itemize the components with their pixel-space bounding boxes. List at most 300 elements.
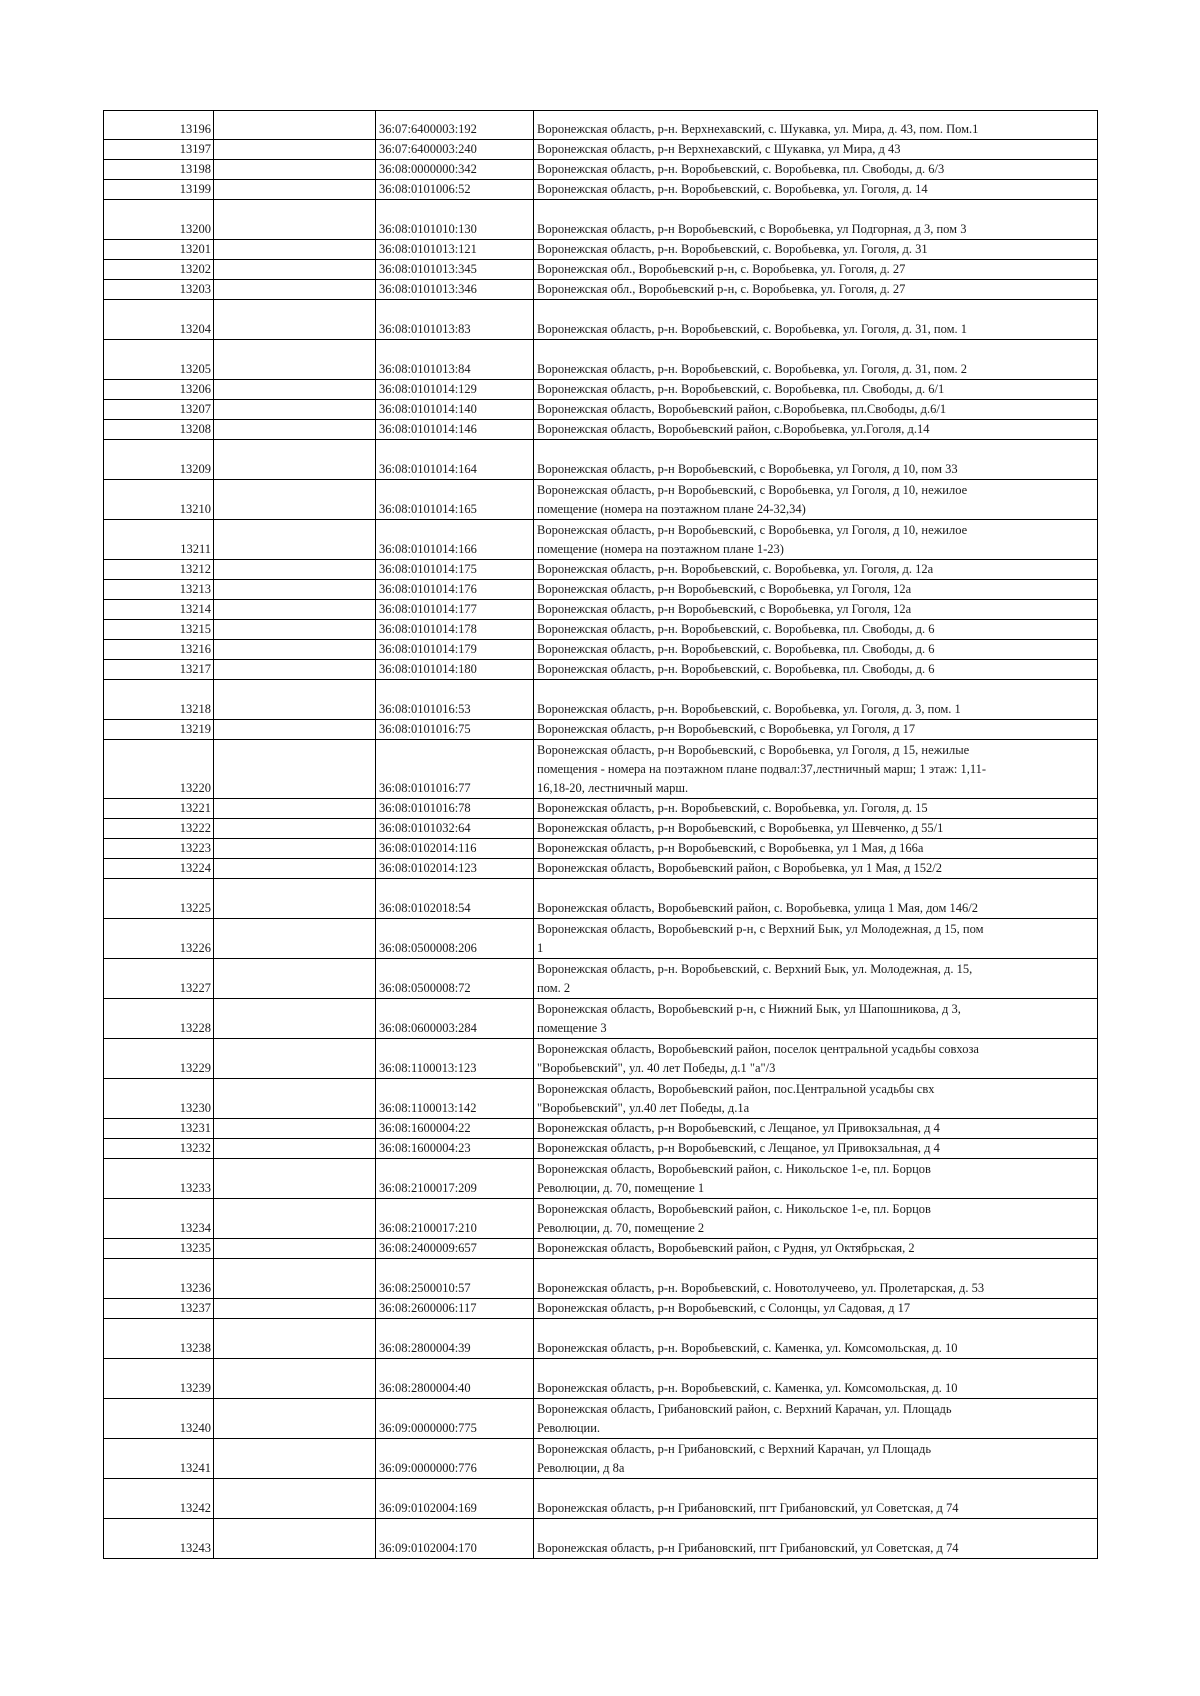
row-number: 13203	[104, 280, 214, 300]
address-line: Революции, д 8а	[537, 1461, 625, 1475]
table-row	[104, 1319, 1098, 1359]
empty-cell	[214, 1079, 376, 1119]
cadastral-number: 36:08:2800004:40	[376, 1359, 534, 1399]
empty-cell	[214, 300, 376, 340]
address-cell	[534, 440, 1098, 480]
table-row	[104, 640, 1098, 660]
address-line: Воронежская область, Воробьевский район, с.Воробьевка, пл.Свободы, д.6/1	[537, 402, 947, 416]
row-number: 13198	[104, 160, 214, 180]
table-row	[104, 1159, 1098, 1199]
cadastral-number: 36:08:2400009:657	[376, 1239, 534, 1259]
row-number: 13219	[104, 720, 214, 740]
empty-cell	[214, 1119, 376, 1139]
table-row	[104, 480, 1098, 520]
table-row	[104, 620, 1098, 640]
empty-cell	[214, 1359, 376, 1399]
address-line: Воронежская область, р-н. Воробьевский, с. Каменка, ул. Комсомольская, д. 10	[537, 1381, 958, 1395]
address-cell	[534, 140, 1098, 160]
empty-cell	[214, 1319, 376, 1359]
row-number: 13206	[104, 380, 214, 400]
cadastral-number: 36:08:0101032:64	[376, 819, 534, 839]
cadastral-number: 36:08:2500010:57	[376, 1259, 534, 1299]
row-number: 13224	[104, 859, 214, 879]
table-row	[104, 180, 1098, 200]
address-line: Воронежская область, Воробьевский район, с. Воробьевка, улица 1 Мая, дом 146/2	[537, 901, 978, 915]
cadastral-number: 36:08:0101013:346	[376, 280, 534, 300]
address-cell	[534, 1259, 1098, 1299]
address-line: Воронежская область, Воробьевский район, пос.Центральной усадьбы свх	[537, 1082, 935, 1096]
table-row	[104, 1139, 1098, 1159]
table-row	[104, 280, 1098, 300]
row-number: 13235	[104, 1239, 214, 1259]
address-line: Воронежская область, Воробьевский р-н, с Верхний Бык, ул Молодежная, д 15, пом	[537, 922, 984, 936]
address-line: Воронежская область, р-н Воробьевский, с Воробьевка, ул Гоголя, д 10, нежилое	[537, 523, 968, 537]
table-row	[104, 400, 1098, 420]
empty-cell	[214, 999, 376, 1039]
address-cell	[534, 260, 1098, 280]
address-line: Воронежская область, р-н. Верхнехавский, с. Шукавка, ул. Мира, д. 43, пом. Пом.1	[537, 122, 979, 136]
row-number: 13227	[104, 959, 214, 999]
cadastral-number: 36:08:0101013:345	[376, 260, 534, 280]
empty-cell	[214, 560, 376, 580]
address-cell	[534, 1359, 1098, 1399]
row-number: 13241	[104, 1439, 214, 1479]
table-row	[104, 580, 1098, 600]
table-row	[104, 959, 1098, 999]
empty-cell	[214, 1299, 376, 1319]
empty-cell	[214, 440, 376, 480]
table-row	[104, 1439, 1098, 1479]
cadastral-number: 36:08:0600003:284	[376, 999, 534, 1039]
address-line: Воронежская обл., Воробьевский р-н, с. Воробьевка, ул. Гоголя, д. 27	[537, 282, 906, 296]
empty-cell	[214, 1479, 376, 1519]
address-line: Воронежская область, р-н Грибановский, пгт Грибановский, ул Советская, д 74	[537, 1541, 959, 1555]
address-line: Воронежская область, р-н. Воробьевский, с. Новотолучеево, ул. Пролетарская, д. 53	[537, 1281, 985, 1295]
empty-cell	[214, 1139, 376, 1159]
table-row	[104, 999, 1098, 1039]
address-line: Воронежская область, Воробьевский район, поселок центральной усадьбы совхоза	[537, 1042, 979, 1056]
cadastral-number: 36:08:2100017:210	[376, 1199, 534, 1239]
empty-cell	[214, 340, 376, 380]
address-cell	[534, 1399, 1098, 1439]
address-cell	[534, 520, 1098, 560]
empty-cell	[214, 680, 376, 720]
cadastral-number: 36:07:6400003:240	[376, 140, 534, 160]
address-cell	[534, 300, 1098, 340]
address-cell	[534, 879, 1098, 919]
address-cell	[534, 1119, 1098, 1139]
cadastral-number: 36:07:6400003:192	[376, 111, 534, 140]
address-cell	[534, 1299, 1098, 1319]
address-line: Воронежская область, Воробьевский район, с. Никольское 1-е, пл. Борцов	[537, 1202, 931, 1216]
row-number: 13218	[104, 680, 214, 720]
table-row	[104, 740, 1098, 799]
cadastral-number: 36:08:2100017:209	[376, 1159, 534, 1199]
address-line: Воронежская область, р-н Воробьевский, с Лещаное, ул Привокзальная, д 4	[537, 1121, 940, 1135]
address-line: "Воробьевский", ул. 40 лет Победы, д.1 "а"/3	[537, 1061, 776, 1075]
cadastral-number: 36:08:0101014:165	[376, 480, 534, 520]
cadastral-number: 36:08:0102018:54	[376, 879, 534, 919]
cadastral-number: 36:09:0000000:776	[376, 1439, 534, 1479]
row-number: 13229	[104, 1039, 214, 1079]
cadastral-number: 36:08:0101014:179	[376, 640, 534, 660]
address-line: Воронежская область, р-н Воробьевский, с Воробьевка, ул Шевченко, д 55/1	[537, 821, 944, 835]
address-line: Воронежская область, р-н Воробьевский, с Воробьевка, ул Гоголя, д 10, нежилое	[537, 483, 968, 497]
empty-cell	[214, 720, 376, 740]
row-number: 13243	[104, 1519, 214, 1559]
address-cell	[534, 620, 1098, 640]
row-number: 13233	[104, 1159, 214, 1199]
row-number: 13205	[104, 340, 214, 380]
row-number: 13199	[104, 180, 214, 200]
address-line: Воронежская область, р-н Воробьевский, с Воробьевка, ул Гоголя, д 15, нежилые	[537, 743, 970, 757]
empty-cell	[214, 859, 376, 879]
address-line: Воронежская область, р-н Верхнехавский, с Шукавка, ул Мира, д 43	[537, 142, 901, 156]
row-number: 13197	[104, 140, 214, 160]
empty-cell	[214, 1259, 376, 1299]
row-number: 13208	[104, 420, 214, 440]
address-cell	[534, 600, 1098, 620]
empty-cell	[214, 879, 376, 919]
address-cell	[534, 400, 1098, 420]
row-number: 13238	[104, 1319, 214, 1359]
table-row	[104, 340, 1098, 380]
empty-cell	[214, 1399, 376, 1439]
table-row	[104, 919, 1098, 959]
row-number: 13240	[104, 1399, 214, 1439]
table-row	[104, 140, 1098, 160]
table-row	[104, 819, 1098, 839]
empty-cell	[214, 600, 376, 620]
row-number: 13225	[104, 879, 214, 919]
row-number: 13214	[104, 600, 214, 620]
address-line: Воронежская область, р-н Грибановский, пгт Грибановский, ул Советская, д 74	[537, 1501, 959, 1515]
address-line: 1	[537, 941, 544, 955]
address-line: Воронежская область, Воробьевский р-н, с Нижний Бык, ул Шапошникова, д 3,	[537, 1002, 961, 1016]
address-line: помещение (номера на поэтажном плане 1-23)	[537, 542, 784, 556]
address-cell	[534, 640, 1098, 660]
address-line: помещение 3	[537, 1021, 607, 1035]
table-row	[104, 1259, 1098, 1299]
empty-cell	[214, 1519, 376, 1559]
cadastral-number: 36:09:0102004:170	[376, 1519, 534, 1559]
empty-cell	[214, 580, 376, 600]
address-line: Воронежская область, р-н. Воробьевский, с. Воробьевка, ул. Гоголя, д. 14	[537, 182, 928, 196]
row-number: 13223	[104, 839, 214, 859]
table-row	[104, 839, 1098, 859]
table-row	[104, 1079, 1098, 1119]
row-number: 13196	[104, 111, 214, 140]
address-line: Воронежская область, р-н Воробьевский, с Воробьевка, ул Гоголя, 12а	[537, 602, 912, 616]
table-row	[104, 240, 1098, 260]
address-line: Воронежская область, р-н Воробьевский, с Лещаное, ул Привокзальная, д 4	[537, 1141, 940, 1155]
empty-cell	[214, 420, 376, 440]
row-number: 13222	[104, 819, 214, 839]
address-cell	[534, 740, 1098, 799]
table-row	[104, 720, 1098, 740]
address-cell	[534, 1319, 1098, 1359]
cadastral-number: 36:08:0101016:75	[376, 720, 534, 740]
address-cell	[534, 200, 1098, 240]
table-row	[104, 1359, 1098, 1399]
row-number: 13202	[104, 260, 214, 280]
empty-cell	[214, 1039, 376, 1079]
cadastral-number: 36:08:0101013:83	[376, 300, 534, 340]
cadastral-number: 36:08:0101014:176	[376, 580, 534, 600]
address-line: Воронежская область, р-н. Воробьевский, с. Воробьевка, ул. Гоголя, д. 31, пом. 1	[537, 322, 968, 336]
address-line: Воронежская область, Воробьевский район, с. Никольское 1-е, пл. Борцов	[537, 1162, 931, 1176]
cadastral-number: 36:08:0101014:164	[376, 440, 534, 480]
address-line: Воронежская область, р-н. Воробьевский, с. Воробьевка, ул. Гоголя, д. 31, пом. 2	[537, 362, 968, 376]
cadastral-number: 36:08:0101014:166	[376, 520, 534, 560]
address-cell	[534, 1479, 1098, 1519]
row-number: 13220	[104, 740, 214, 799]
address-cell	[534, 999, 1098, 1039]
address-cell	[534, 959, 1098, 999]
cadastral-number: 36:08:2600006:117	[376, 1299, 534, 1319]
address-line: Революции.	[537, 1421, 601, 1435]
table-row	[104, 1039, 1098, 1079]
address-cell	[534, 1139, 1098, 1159]
cadastral-number: 36:08:0101014:178	[376, 620, 534, 640]
address-cell	[534, 660, 1098, 680]
row-number: 13236	[104, 1259, 214, 1299]
empty-cell	[214, 480, 376, 520]
cadastral-number: 36:08:1600004:22	[376, 1119, 534, 1139]
cadastral-number: 36:08:0500008:206	[376, 919, 534, 959]
address-cell	[534, 1199, 1098, 1239]
table-row	[104, 1199, 1098, 1239]
empty-cell	[214, 200, 376, 240]
address-cell	[534, 1519, 1098, 1559]
address-line: Воронежская область, р-н. Воробьевский, с. Воробьевка, ул. Гоголя, д. 31	[537, 242, 928, 256]
address-line: Воронежская область, Грибановский район, с. Верхний Карачан, ул. Площадь	[537, 1402, 952, 1416]
table-row	[104, 300, 1098, 340]
row-number: 13210	[104, 480, 214, 520]
address-cell	[534, 1039, 1098, 1079]
address-line: Воронежская область, р-н Воробьевский, с Воробьевка, ул Гоголя, 12а	[537, 582, 912, 596]
row-number: 13230	[104, 1079, 214, 1119]
address-line: Воронежская область, Воробьевский район, с.Воробьевка, ул.Гоголя, д.14	[537, 422, 930, 436]
address-cell	[534, 720, 1098, 740]
empty-cell	[214, 160, 376, 180]
table-row	[104, 879, 1098, 919]
address-line: Воронежская область, р-н Воробьевский, с Воробьевка, ул Гоголя, д 17	[537, 722, 916, 736]
address-cell	[534, 180, 1098, 200]
cadastral-number: 36:08:1600004:23	[376, 1139, 534, 1159]
empty-cell	[214, 111, 376, 140]
empty-cell	[214, 140, 376, 160]
row-number: 13242	[104, 1479, 214, 1519]
table-row	[104, 420, 1098, 440]
row-number: 13217	[104, 660, 214, 680]
address-line: Воронежская область, р-н Воробьевский, с Солонцы, ул Садовая, д 17	[537, 1301, 911, 1315]
empty-cell	[214, 520, 376, 560]
address-line: Воронежская область, р-н. Воробьевский, с. Воробьевка, ул. Гоголя, д. 15	[537, 801, 928, 815]
empty-cell	[214, 799, 376, 819]
table-body	[104, 111, 1098, 1559]
address-cell	[534, 839, 1098, 859]
address-cell	[534, 480, 1098, 520]
empty-cell	[214, 400, 376, 420]
address-cell	[534, 1439, 1098, 1479]
address-line: Воронежская область, р-н. Воробьевский, с. Воробьевка, пл. Свободы, д. 6	[537, 642, 935, 656]
address-cell	[534, 1079, 1098, 1119]
address-cell	[534, 160, 1098, 180]
table-row	[104, 660, 1098, 680]
cadastral-number: 36:08:0000000:342	[376, 160, 534, 180]
table-row	[104, 160, 1098, 180]
cadastral-number: 36:09:0102004:169	[376, 1479, 534, 1519]
cadastral-number: 36:08:0101016:78	[376, 799, 534, 819]
empty-cell	[214, 1159, 376, 1199]
cadastral-number: 36:08:1100013:142	[376, 1079, 534, 1119]
cadastral-number: 36:08:0101010:130	[376, 200, 534, 240]
empty-cell	[214, 1199, 376, 1239]
table-row	[104, 380, 1098, 400]
cadastral-number: 36:08:0102014:123	[376, 859, 534, 879]
row-number: 13228	[104, 999, 214, 1039]
address-cell	[534, 680, 1098, 720]
address-line: Воронежская область, р-н Воробьевский, с Воробьевка, ул Подгорная, д 3, пом 3	[537, 222, 967, 236]
table-row	[104, 859, 1098, 879]
cadastral-number: 36:08:0101014:140	[376, 400, 534, 420]
address-line: Воронежская обл., Воробьевский р-н, с. Воробьевка, ул. Гоголя, д. 27	[537, 262, 906, 276]
address-cell	[534, 919, 1098, 959]
empty-cell	[214, 180, 376, 200]
table-row	[104, 600, 1098, 620]
cadastral-number: 36:08:1100013:123	[376, 1039, 534, 1079]
address-line: Революции, д. 70, помещение 2	[537, 1221, 705, 1235]
address-line: Воронежская область, р-н. Воробьевский, с. Воробьевка, ул. Гоголя, д. 3, пом. 1	[537, 702, 961, 716]
table-row	[104, 799, 1098, 819]
cadastral-number: 36:09:0000000:775	[376, 1399, 534, 1439]
table-row	[104, 260, 1098, 280]
address-cell	[534, 859, 1098, 879]
table-row	[104, 560, 1098, 580]
address-cell	[534, 580, 1098, 600]
address-line: Воронежская область, р-н Воробьевский, с Воробьевка, ул 1 Мая, д 166а	[537, 841, 924, 855]
address-line: Воронежская область, р-н. Воробьевский, с. Воробьевка, пл. Свободы, д. 6/1	[537, 382, 945, 396]
table-row	[104, 1299, 1098, 1319]
empty-cell	[214, 280, 376, 300]
empty-cell	[214, 240, 376, 260]
cadastral-number: 36:08:0101014:177	[376, 600, 534, 620]
row-number: 13215	[104, 620, 214, 640]
table-row	[104, 680, 1098, 720]
table-row	[104, 1119, 1098, 1139]
table-row	[104, 1519, 1098, 1559]
cadastral-number: 36:08:0101014:146	[376, 420, 534, 440]
row-number: 13201	[104, 240, 214, 260]
row-number: 13200	[104, 200, 214, 240]
row-number: 13231	[104, 1119, 214, 1139]
address-cell	[534, 380, 1098, 400]
address-line: 16,18-20, лестничный марш.	[537, 781, 689, 795]
address-cell	[534, 1239, 1098, 1259]
empty-cell	[214, 819, 376, 839]
row-number: 13234	[104, 1199, 214, 1239]
address-line: Воронежская область, р-н. Воробьевский, с. Верхний Бык, ул. Молодежная, д. 15,	[537, 962, 973, 976]
cadastral-number: 36:08:0101006:52	[376, 180, 534, 200]
address-line: Воронежская область, р-н. Воробьевский, с. Воробьевка, пл. Свободы, д. 6	[537, 662, 935, 676]
address-cell	[534, 340, 1098, 380]
table-row	[104, 440, 1098, 480]
cadastral-number: 36:08:0102014:116	[376, 839, 534, 859]
empty-cell	[214, 1239, 376, 1259]
row-number: 13239	[104, 1359, 214, 1399]
cadastral-number: 36:08:0101013:121	[376, 240, 534, 260]
table-row	[104, 111, 1098, 140]
property-table	[103, 110, 1098, 1559]
row-number: 13207	[104, 400, 214, 420]
cadastral-number: 36:08:0101013:84	[376, 340, 534, 380]
address-cell	[534, 280, 1098, 300]
table-row	[104, 1399, 1098, 1439]
cadastral-number: 36:08:0500008:72	[376, 959, 534, 999]
empty-cell	[214, 640, 376, 660]
address-line: Воронежская область, р-н Воробьевский, с Воробьевка, ул Гоголя, д 10, пом 33	[537, 462, 958, 476]
address-cell	[534, 1159, 1098, 1199]
row-number: 13216	[104, 640, 214, 660]
address-cell	[534, 560, 1098, 580]
address-cell	[534, 799, 1098, 819]
empty-cell	[214, 919, 376, 959]
row-number: 13204	[104, 300, 214, 340]
table-row	[104, 200, 1098, 240]
address-cell	[534, 420, 1098, 440]
address-line: Воронежская область, Воробьевский район, с Рудня, ул Октябрьская, 2	[537, 1241, 915, 1255]
empty-cell	[214, 620, 376, 640]
address-line: помещение (номера на поэтажном плане 24-32,34)	[537, 502, 806, 516]
empty-cell	[214, 740, 376, 799]
address-cell	[534, 111, 1098, 140]
row-number: 13226	[104, 919, 214, 959]
table-row	[104, 520, 1098, 560]
cadastral-number: 36:08:0101014:175	[376, 560, 534, 580]
address-line: Воронежская область, р-н. Воробьевский, с. Воробьевка, пл. Свободы, д. 6	[537, 622, 935, 636]
cadastral-number: 36:08:0101014:180	[376, 660, 534, 680]
address-line: помещения - номера на поэтажном плане подвал:37,лестничный марш; 1 этаж: 1,11-	[537, 762, 987, 776]
address-line: Воронежская область, р-н. Воробьевский, с. Каменка, ул. Комсомольская, д. 10	[537, 1341, 958, 1355]
address-line: Революции, д. 70, помещение 1	[537, 1181, 705, 1195]
empty-cell	[214, 839, 376, 859]
address-line: "Воробьевский", ул.40 лет Победы, д.1а	[537, 1101, 750, 1115]
row-number: 13209	[104, 440, 214, 480]
row-number: 13211	[104, 520, 214, 560]
empty-cell	[214, 660, 376, 680]
empty-cell	[214, 380, 376, 400]
cadastral-number: 36:08:0101014:129	[376, 380, 534, 400]
row-number: 13221	[104, 799, 214, 819]
table-row	[104, 1479, 1098, 1519]
empty-cell	[214, 1439, 376, 1479]
cadastral-number: 36:08:2800004:39	[376, 1319, 534, 1359]
empty-cell	[214, 959, 376, 999]
cadastral-number: 36:08:0101016:53	[376, 680, 534, 720]
empty-cell	[214, 260, 376, 280]
row-number: 13237	[104, 1299, 214, 1319]
row-number: 13212	[104, 560, 214, 580]
address-line: Воронежская область, р-н. Воробьевский, с. Воробьевка, пл. Свободы, д. 6/3	[537, 162, 945, 176]
address-line: Воронежская область, Воробьевский район, с Воробьевка, ул 1 Мая, д 152/2	[537, 861, 942, 875]
row-number: 13232	[104, 1139, 214, 1159]
cadastral-number: 36:08:0101016:77	[376, 740, 534, 799]
address-line: пом. 2	[537, 981, 571, 995]
table-row	[104, 1239, 1098, 1259]
address-cell	[534, 240, 1098, 260]
address-line: Воронежская область, р-н. Воробьевский, с. Воробьевка, ул. Гоголя, д. 12а	[537, 562, 934, 576]
